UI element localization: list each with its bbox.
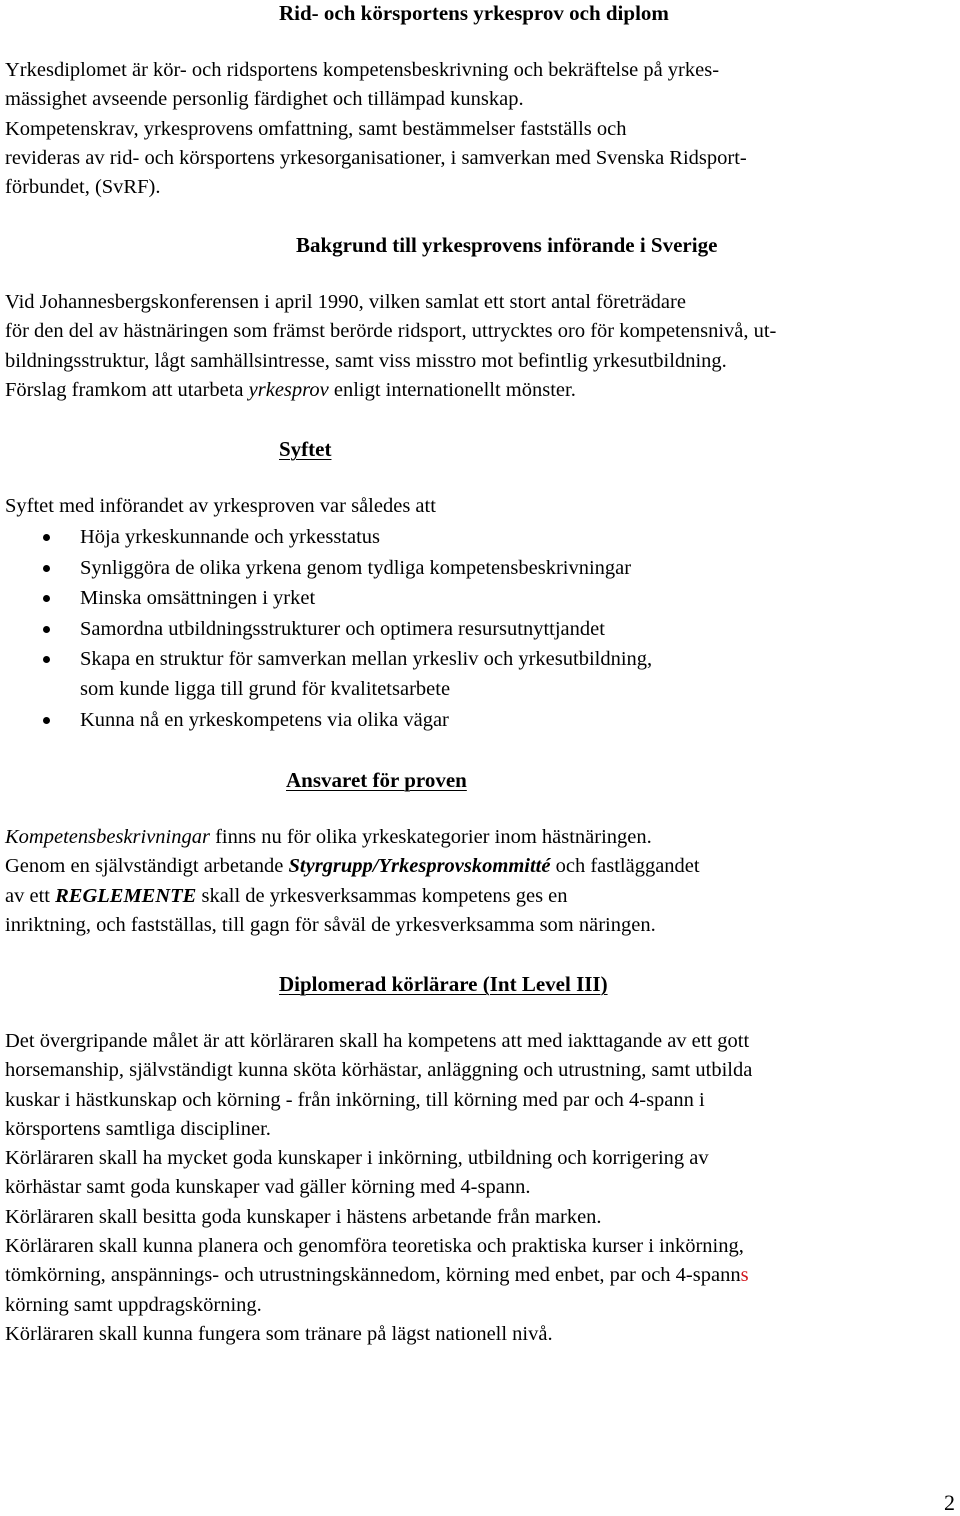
section-heading-diploma: Diplomerad körlärare (Int Level III): [279, 972, 608, 996]
text-line: [5, 852, 942, 881]
list-item: Höja yrkeskunnande och yrkesstatus: [0, 522, 960, 553]
text-line: Körläraren skall ha mycket goda kunskaper i inkörning, utbildning och korrigering av: [5, 1147, 709, 1170]
text-run: skall de yrkesverksammas kompetens ges en: [196, 884, 568, 907]
bullet-icon: [43, 565, 50, 572]
text-line: förbundet, (SvRF).: [5, 176, 161, 199]
text-line: Syftet med införandet av yrkesproven var således att: [5, 495, 436, 517]
text-run: Genom en självständigt arbetande: [5, 855, 289, 878]
bullet-icon: [43, 717, 50, 724]
text-line: revideras av rid- och körsportens yrkesorganisationer, i samverkan med Svenska Ridsport-: [5, 146, 747, 169]
text-line: mässighet avseende personlig färdighet och tillämpad kunskap.: [5, 88, 524, 111]
background-paragraph: [5, 288, 942, 405]
intro-paragraph: [5, 56, 942, 202]
purpose-lead: [5, 492, 942, 521]
text-line: körning samt uppdragskörning.: [5, 1293, 262, 1316]
diploma-paragraph: [5, 1027, 942, 1349]
text-line: Körläraren skall kunna planera och genomföra teoretiska och praktiska kurser i inkörning,: [5, 1235, 744, 1258]
bullet-icon: [43, 595, 50, 602]
bullet-icon: [43, 626, 50, 633]
bullet-icon: [43, 534, 50, 541]
bullet-icon: [43, 656, 50, 663]
text-line: körsportens samtliga discipliner.: [5, 1117, 271, 1140]
text-run: av ett: [5, 884, 56, 907]
text-line: inriktning, och fastställas, till gagn för såväl de yrkesverksamma som näringen.: [5, 913, 656, 936]
section-heading-responsibility: Ansvaret för proven: [286, 768, 467, 792]
italic-term: Kompetensbeskrivningar: [5, 826, 210, 848]
list-item: Minska omsättningen i yrket: [0, 583, 960, 614]
text-line: Kompetenskrav, yrkesprovens omfattning, samt bestämmelser fastställs och: [5, 117, 627, 140]
text-line: för den del av hästnäringen som främst berörde ridsport, uttrycktes oro för kompetensnivå, ut-: [5, 320, 777, 343]
bold-italic-term: Styrgrupp/Yrkesprovskommitté: [288, 855, 551, 878]
italic-term: yrkesprov: [248, 378, 329, 401]
text-run: och fastläggandet: [550, 855, 700, 878]
text-run: tömkörning, anspännings- och utrustningskännedom, körning med enbet, par och 4-spann: [5, 1264, 741, 1287]
text-line: kuskar i hästkunskap och körning - från inkörning, till körning med par och 4-spann i: [5, 1088, 705, 1111]
text-line: horsemanship, självständigt kunna sköta körhästar, anläggning och utrustning, samt utbilda: [5, 1059, 753, 1082]
page-number: 2: [944, 1490, 955, 1515]
purpose-list: [0, 522, 960, 736]
bold-italic-term: REGLEMENTE: [55, 884, 197, 907]
text-line: [5, 1261, 942, 1290]
text-run: finns nu för olika yrkeskategorier inom hästnäringen.: [209, 826, 652, 848]
list-item: Synliggöra de olika yrkena genom tydliga kompetensbeskrivningar: [0, 553, 960, 584]
text-run: enligt internationellt mönster.: [328, 378, 576, 401]
red-letter: s: [740, 1264, 749, 1287]
section-heading-background: Bakgrund till yrkesprovens införande i Sverige: [296, 233, 718, 257]
text-line: [5, 376, 942, 405]
text-line: körhästar samt goda kunskaper vad gäller körning med 4-spann.: [5, 1176, 531, 1199]
page-title: Rid- och körsportens yrkesprov och diplom: [279, 1, 669, 25]
text-line: Körläraren skall kunna fungera som tränare på lägst nationell nivå.: [5, 1322, 553, 1345]
responsibility-paragraph: [5, 823, 942, 940]
list-item: Skapa en struktur för samverkan mellan yrkesliv och yrkesutbildning, som kunde ligga till grund för kvalitetsarbete: [0, 644, 960, 705]
text-line: Vid Johannesbergskonferensen i april 1990, vilken samlat ett stort antal företrädare: [5, 291, 686, 313]
text-line: Yrkesdiplomet är kör- och ridsportens kompetensbeskrivning och bekräftelse på yrkes-: [5, 59, 720, 81]
text-run: Förslag framkom att utarbeta: [5, 378, 249, 401]
text-line: bildningsstruktur, lågt samhällsintresse, samt viss misstro mot befintlig yrkesutbildning.: [5, 349, 727, 372]
text-line: [5, 882, 942, 911]
section-heading-purpose: Syftet: [279, 437, 332, 461]
text-line: Det övergripande målet är att körläraren skall ha kompetens att med iakttagande av ett gott: [5, 1030, 750, 1052]
text-line: Körläraren skall besitta goda kunskaper i hästens arbetande från marken.: [5, 1205, 602, 1228]
list-item: Samordna utbildningsstrukturer och optimera resursutnyttjandet: [0, 614, 960, 645]
text-line: [5, 823, 942, 852]
list-item: Kunna nå en yrkeskompetens via olika vägar: [0, 705, 960, 736]
